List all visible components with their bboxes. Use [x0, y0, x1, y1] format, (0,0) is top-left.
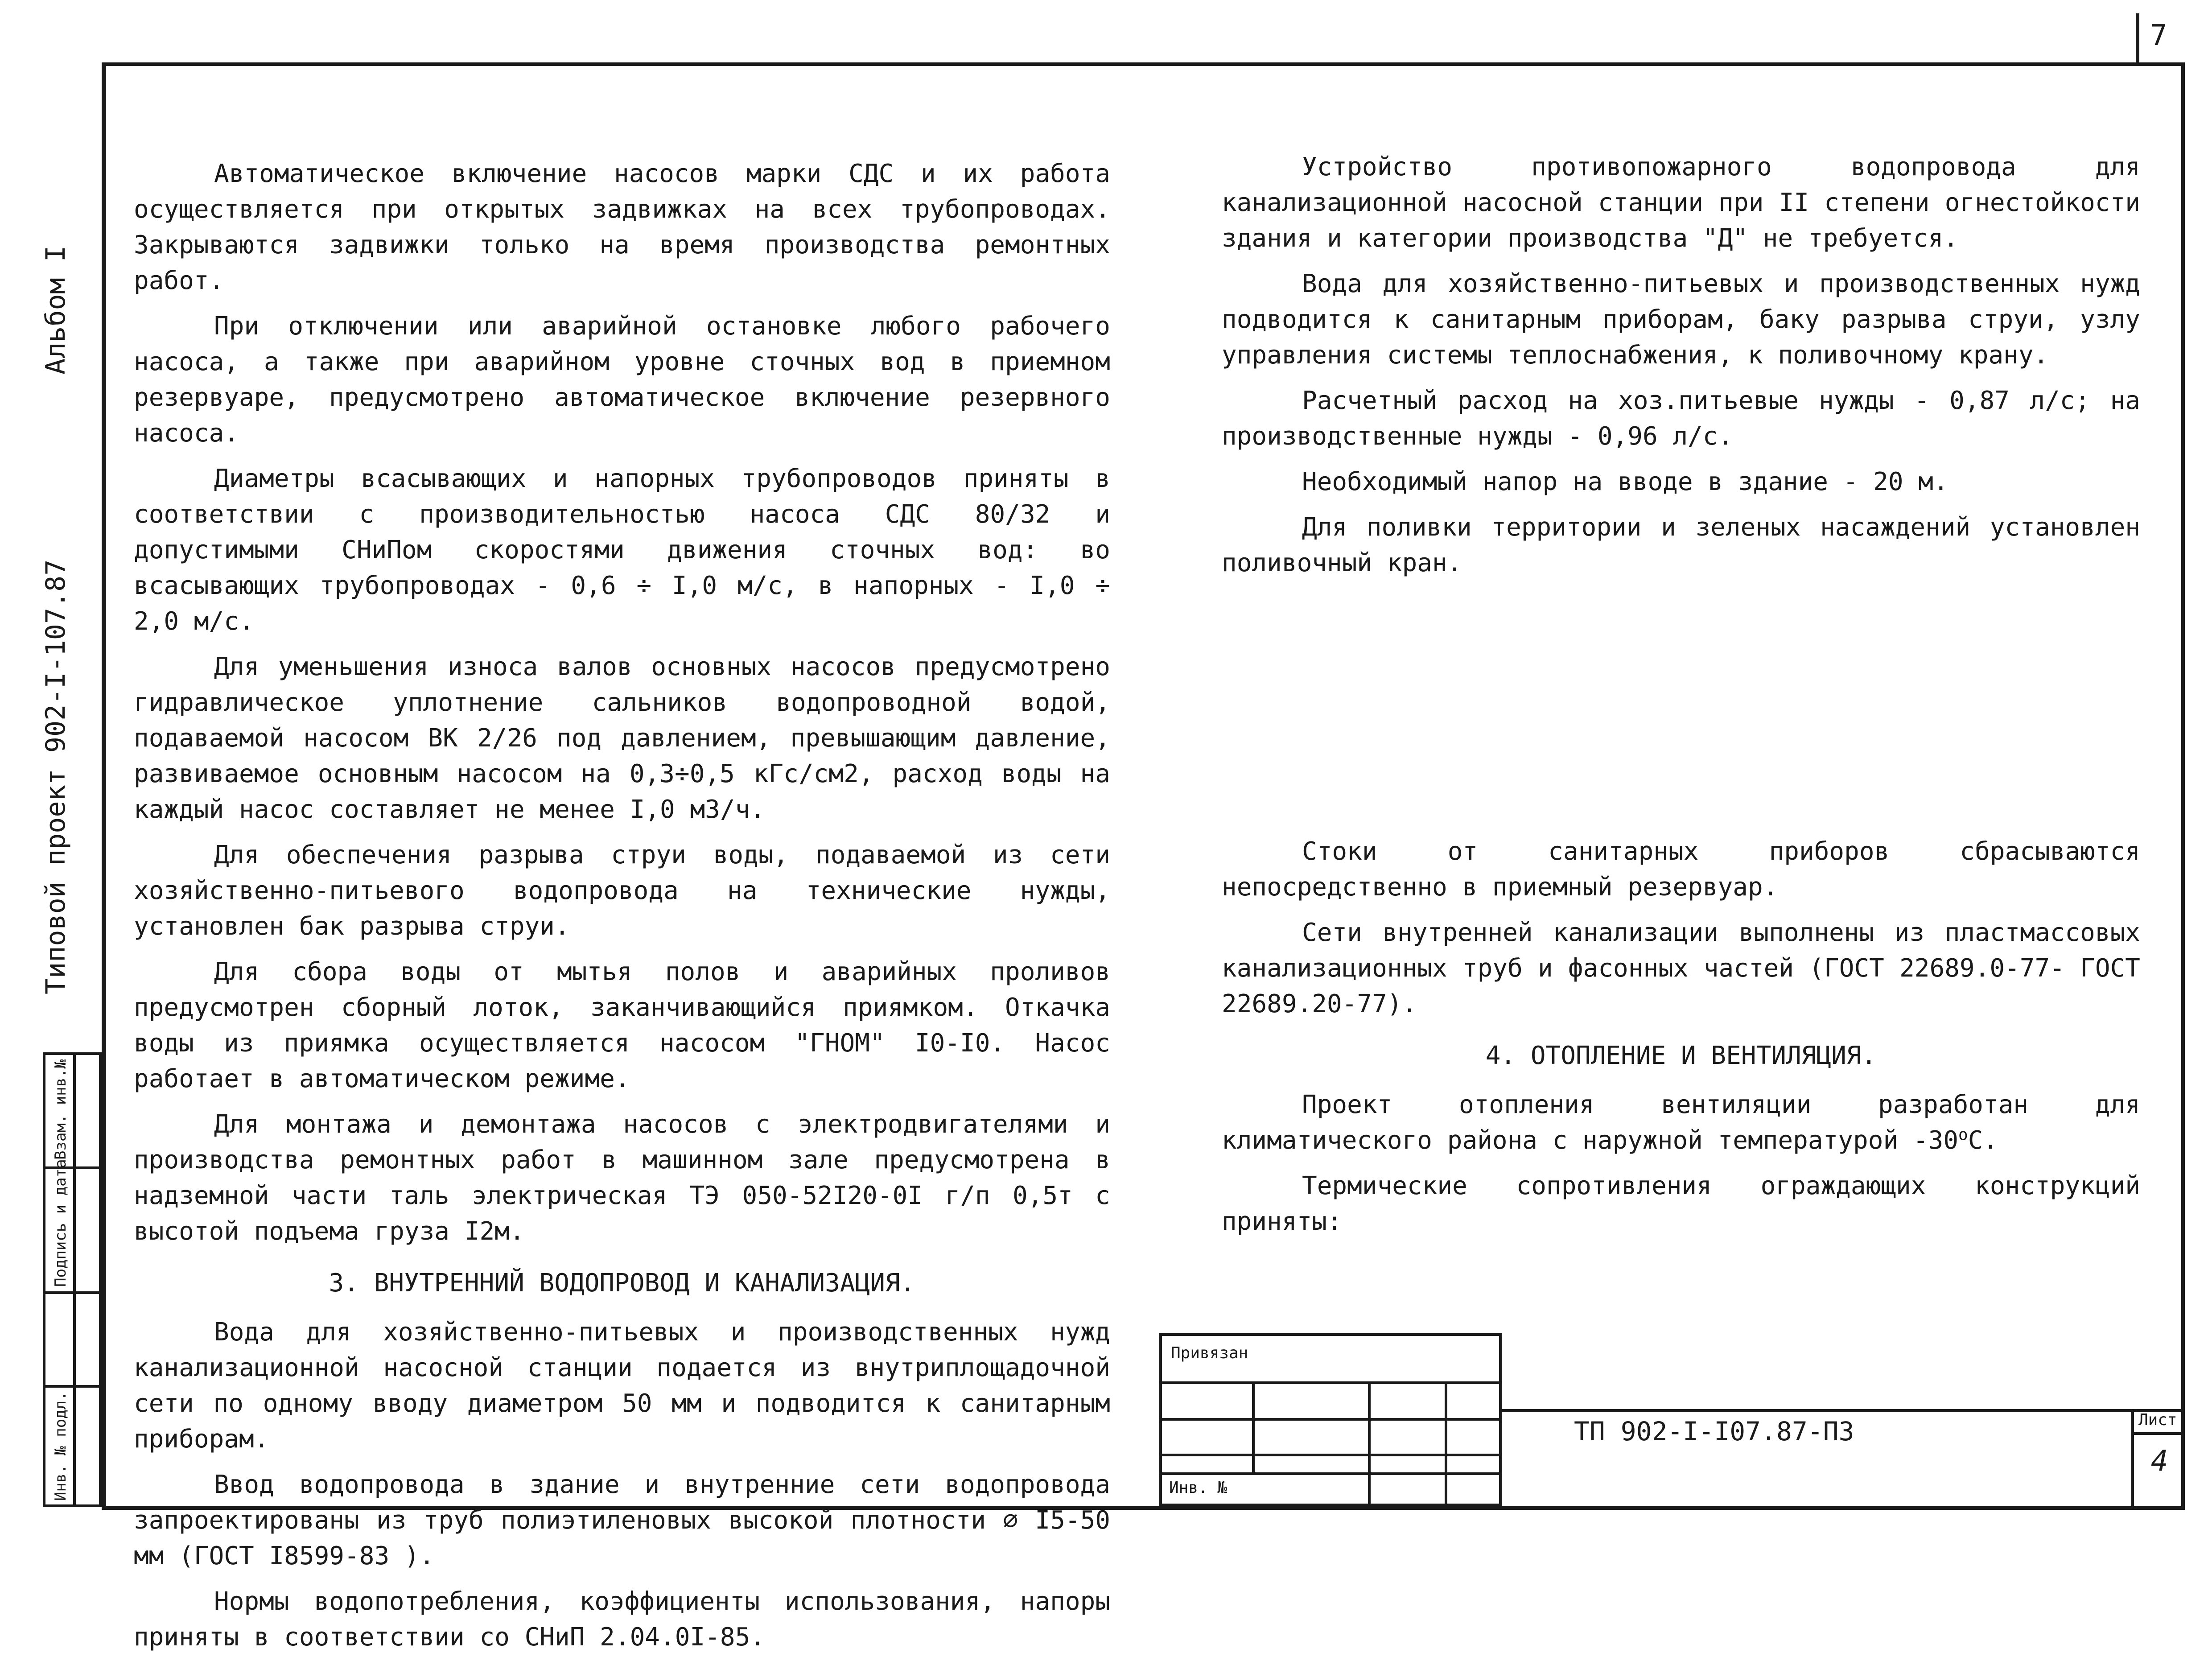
section-3-paragraph: Вода для хозяйственно-питьевых и производственных нужд канализационной насосной станции подается из внутриплощадочной сети по одному вводу диаметром 50 мм и подводится к санитарным приборам. [134, 1318, 1110, 1454]
album-label: Альбом I [40, 246, 71, 375]
document-code: ТП 902-I-I07.87-ПЗ [1574, 1416, 1854, 1447]
right-paragraph: Стоки от санитарных приборов сбрасываются непосредственно в приемный резервуар. [1222, 837, 2140, 902]
right-paragraph: Устройство противопожарного водопровода для канализационной насосной станции при II степени огнестойкости здания и категории производства "Д" не требуется. [1222, 152, 2140, 253]
right-paragraph: Для поливки территории и зеленых насаждений установлен поливочный кран. [1222, 513, 2140, 577]
section-3-heading: 3. ВНУТРЕННИЙ ВОДОПРОВОД И КАНАЛИЗАЦИЯ. [329, 1269, 915, 1298]
left-paragraph: Для уменьшения износа валов основных насосов предусмотрено гидравлическое уплотнение сальников водопроводной водой, подаваемой насосом ВК 2/26 под давлением, превышающим давление, развиваемое основным насосом на 0,3÷0,5 кГс/см2, расход воды на каждый насос составляет не менее I,0 м3/ч. [134, 652, 1110, 824]
right-column-lower [1222, 834, 2140, 1249]
section-4-heading: 4. ОТОПЛЕНИЕ И ВЕНТИЛЯЦИЯ. [1485, 1041, 1877, 1070]
right-paragraph: Необходимый напор на вводе в здание - 20 м. [1302, 467, 1948, 496]
project-label: Типовой проект 902-I-107.87 [40, 559, 71, 994]
section-4-paragraph [1222, 1087, 2140, 1158]
right-paragraph: Сети внутренней канализации выполнены из пластмассовых канализационных труб и фасонных частей (ГОСТ 22689.0-77- ГОСТ 22689.20-77). [1222, 918, 2140, 1018]
privyazan-label: Привязан [1171, 1344, 1248, 1362]
right-column-upper [1222, 149, 2140, 591]
list-label: Лист [2138, 1411, 2177, 1429]
left-paragraph: Для монтажа и демонтажа насосов с электродвигателями и производства ремонтных работ в машинном зале предусмотрена в надземной части таль электрическая ТЭ 050-52I20-0I г/п 0,5т с высотой подъема груза I2м. [134, 1110, 1110, 1246]
left-column [134, 156, 1110, 1665]
title-block [1159, 1333, 2185, 1506]
stamp-inv-podl: Инв. № подл. [52, 1391, 70, 1501]
right-paragraph: Вода для хозяйственно-питьевых и производственных нужд подводится к санитарным приборам, баку разрыва струи, узлу управления системы теплоснабжения, к поливочному крану. [1222, 269, 2140, 370]
left-paragraph: Автоматическое включение насосов марки СДС и их работа осуществляется при открытых задвижках на всех трубопроводах. Закрываются задвижки только на время производства ремонтных работ. [134, 159, 1110, 295]
left-paragraph: Для обеспечения разрыва струи воды, подаваемой из сети хозяйственно-питьевого водопровода на технические нужды, установлен бак разрыва струи. [134, 841, 1110, 941]
sheet-number: 4 [2151, 1445, 2168, 1478]
top-sheet-number: 7 [2136, 13, 2185, 62]
right-paragraph: Расчетный расход на хоз.питьевые нужды - 0,87 л/с; на производственные нужды - 0,96 л/с. [1222, 386, 2140, 451]
approval-stamp-strip [43, 1052, 102, 1507]
section-4-text: Проект отопления вентиляции разработан для климатического района с наружной температурой -30 [1222, 1090, 2140, 1155]
left-paragraph: Для сбора воды от мытья полов и аварийных проливов предусмотрен сборный лоток, заканчивающийся приямком. Откачка воды из приямка осуществляется насосом "ГНОМ" I0-I0. Насос работает в автоматическом режиме. [134, 957, 1110, 1093]
section-3-paragraph: Нормы водопотребления, коэффициенты использования, напоры приняты в соответствии со СНиП 2.04.0I-85. [134, 1587, 1110, 1652]
degree-superscript: о [1958, 1125, 1968, 1144]
left-paragraph: Диаметры всасывающих и напорных трубопроводов приняты в соответствии с производительностью насоса СДС 80/32 и допустимыми СНиПом скоростями движения сточных вод: во всасывающих трубопроводах - 0,6 ÷ I,0 м/с, в напорных - I,0 ÷ 2,0 м/с. [134, 464, 1110, 636]
stamp-vzam-inv: Взам. инв.№ [52, 1059, 70, 1160]
section-4-paragraph: Термические сопротивления ограждающих конструкций приняты: [1222, 1171, 2140, 1236]
stamp-podpis-data: Подпись и дата [52, 1159, 70, 1287]
inv-no-label: Инв. № [1169, 1479, 1228, 1497]
left-paragraph: При отключении или аварийной остановке любого рабочего насоса, а также при аварийном уровне сточных вод в приемном резервуаре, предусмотрено автоматическое включение резервного насоса. [134, 312, 1110, 448]
section-3-paragraph: Ввод водопровода в здание и внутренние сети водопровода запроектированы из труб полиэтиленовых высокой плотности ∅ I5-50 мм (ГОСТ I8599-83 ). [134, 1470, 1110, 1570]
section-4-text-end: С. [1968, 1126, 1998, 1155]
